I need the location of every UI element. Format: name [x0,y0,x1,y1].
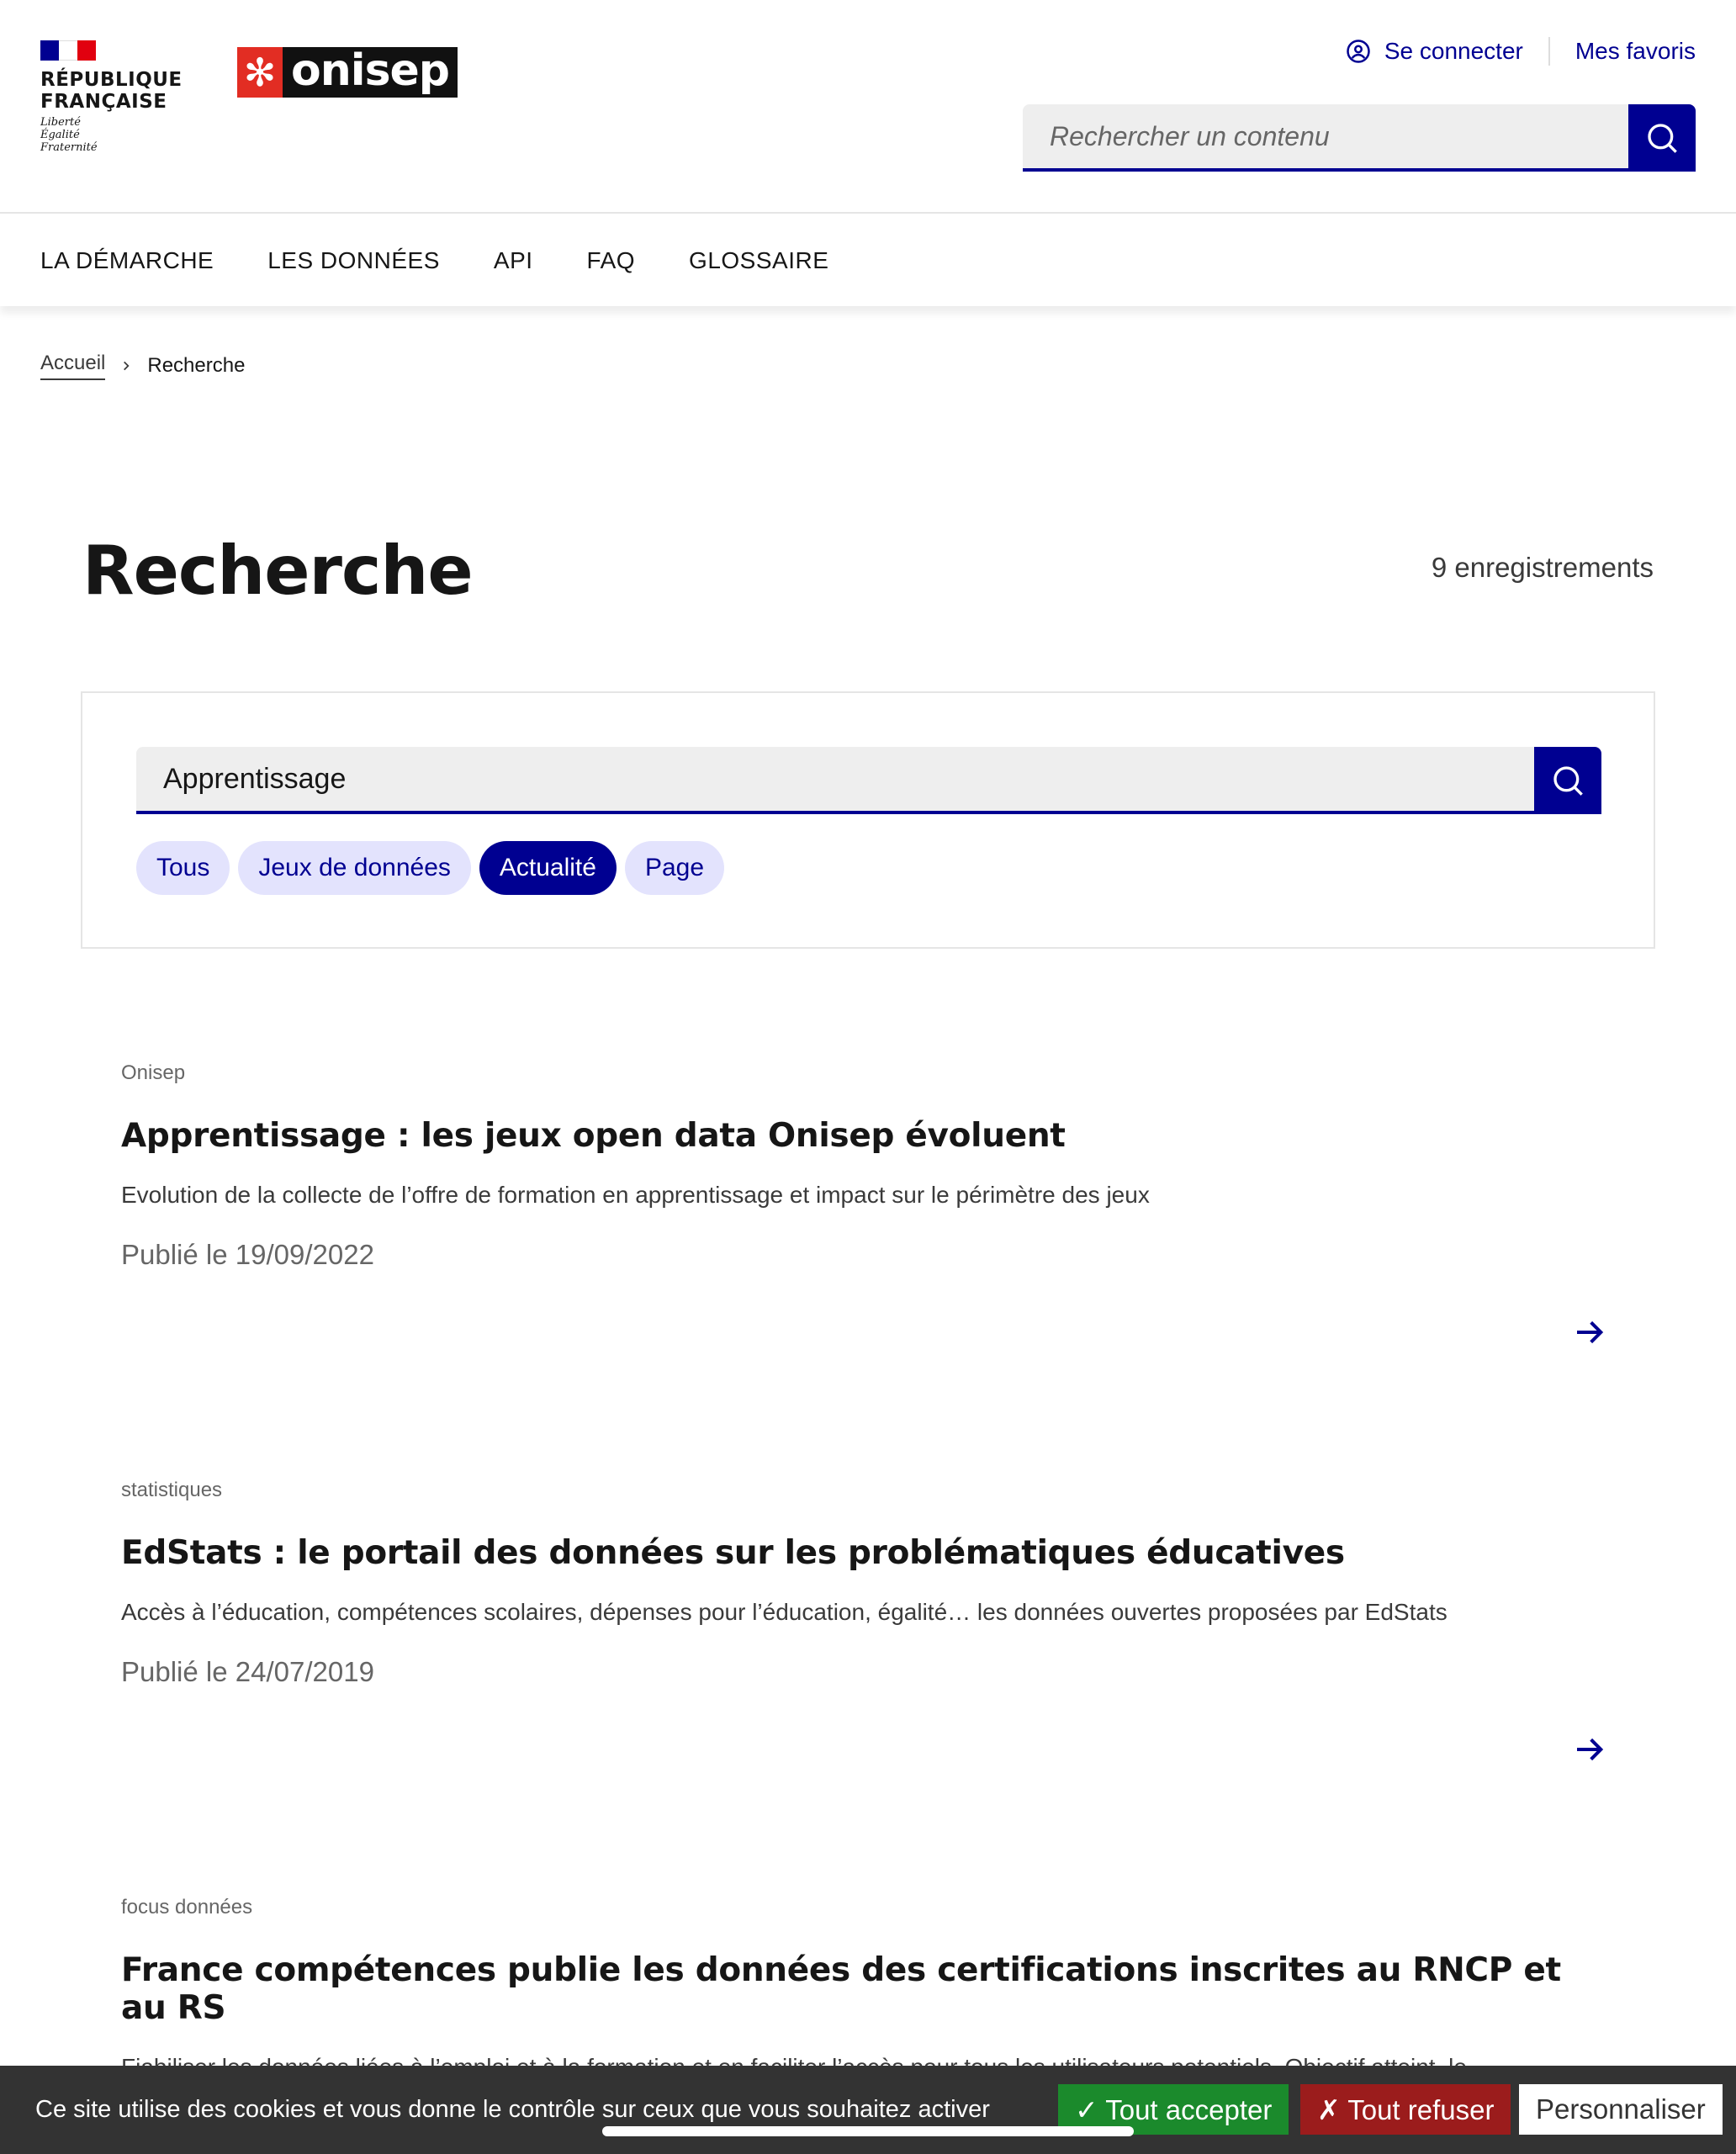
logo-word: onisep [283,47,458,98]
filter-tous[interactable]: Tous [136,841,230,895]
cookie-banner [0,2066,1736,2154]
page-title: Recherche [82,532,473,610]
breadcrumb-home[interactable]: Accueil [40,352,105,380]
main-search [136,747,1601,814]
result-description: Evolution de la collecte de l’offre de formation en apprentissage et impact sur le périmètre des jeux [121,1182,1150,1208]
arrow-right-icon[interactable] [1573,1733,1606,1766]
result-tag: statistiques [121,1479,223,1501]
main-search-input[interactable]: Apprentissage [136,747,1534,814]
login-label: Se connecter [1384,38,1523,64]
result-tag: Onisep [121,1061,186,1084]
header-search [1023,104,1696,172]
filter-tags [136,841,733,895]
search-icon [1645,121,1679,155]
header-tools-divider [1548,37,1550,66]
result-date: Publié le 24/07/2019 [121,1656,374,1687]
user-icon [1346,39,1371,64]
filter-page[interactable]: Page [625,841,724,895]
nav-item-donnees[interactable]: LES DONNÉES [267,247,440,273]
filter-jeux-de-donnees[interactable]: Jeux de données [238,841,471,895]
gov-motto: Liberté Égalité Fraternité [40,116,98,154]
onisep-star-icon: ✻ [243,50,277,95]
result-tag: focus données [121,1896,253,1918]
arrow-right-icon[interactable] [1573,1315,1606,1349]
nav-item-demarche[interactable]: LA DÉMARCHE [40,247,214,273]
home-indicator [602,2126,1134,2136]
onisep-open-data-logo[interactable] [237,45,569,191]
main-search-button[interactable] [1534,747,1601,814]
result-card[interactable] [121,1479,1615,1790]
result-title[interactable]: France compétences publie les données des certifications inscrites au RNCP et au RS [121,1951,1561,2027]
cookie-customize-button[interactable]: Personnaliser [1519,2084,1723,2135]
search-icon [1551,764,1585,797]
chevron-right-icon [120,360,132,372]
nav-item-api[interactable]: API [493,247,533,273]
nav-item-glossaire[interactable]: GLOSSAIRE [689,247,829,273]
result-description: Accès à l’éducation, compétences scolaires, dépenses pour l’éducation, égalité… les données ouvertes proposées par EdStats [121,1599,1448,1625]
filter-actualite[interactable]: Actualité [479,841,617,895]
cookie-accept-button[interactable]: ✓ Tout accepter [1058,2084,1289,2135]
header-tools [1346,37,1696,66]
result-title[interactable]: EdStats : le portail des données sur les problématiques éducatives [121,1534,1345,1572]
header-search-button[interactable] [1628,104,1696,172]
logo-sub: OPEN DATA [318,98,445,191]
marianne-flag-icon [40,40,96,61]
result-title[interactable]: Apprentissage : les jeux open data Onisep évoluent [121,1117,1066,1155]
nav-item-faq[interactable]: FAQ [586,247,636,273]
result-card[interactable] [121,1061,1615,1373]
login-link[interactable] [1346,38,1523,65]
result-date: Publié le 19/09/2022 [121,1239,374,1270]
site-header [0,0,1736,214]
main-nav [0,215,1736,306]
results-count: 9 enregistrements [1431,552,1654,583]
favorites-link[interactable]: Mes favoris [1575,38,1696,64]
breadcrumb-current: Recherche [147,354,246,377]
header-search-input[interactable]: Rechercher un contenu [1023,104,1628,172]
cookie-text: Ce site utilise des cookies et vous donne le contrôle sur ceux que vous souhaitez activer [35,2096,990,2123]
logo-top [237,47,458,98]
gov-title[interactable]: RÉPUBLIQUE FRANÇAISE [40,69,183,113]
cookie-deny-button[interactable]: ✗ Tout refuser [1300,2084,1511,2135]
breadcrumb [40,352,245,380]
search-panel [81,691,1655,949]
result-card[interactable] [121,1896,1615,2064]
